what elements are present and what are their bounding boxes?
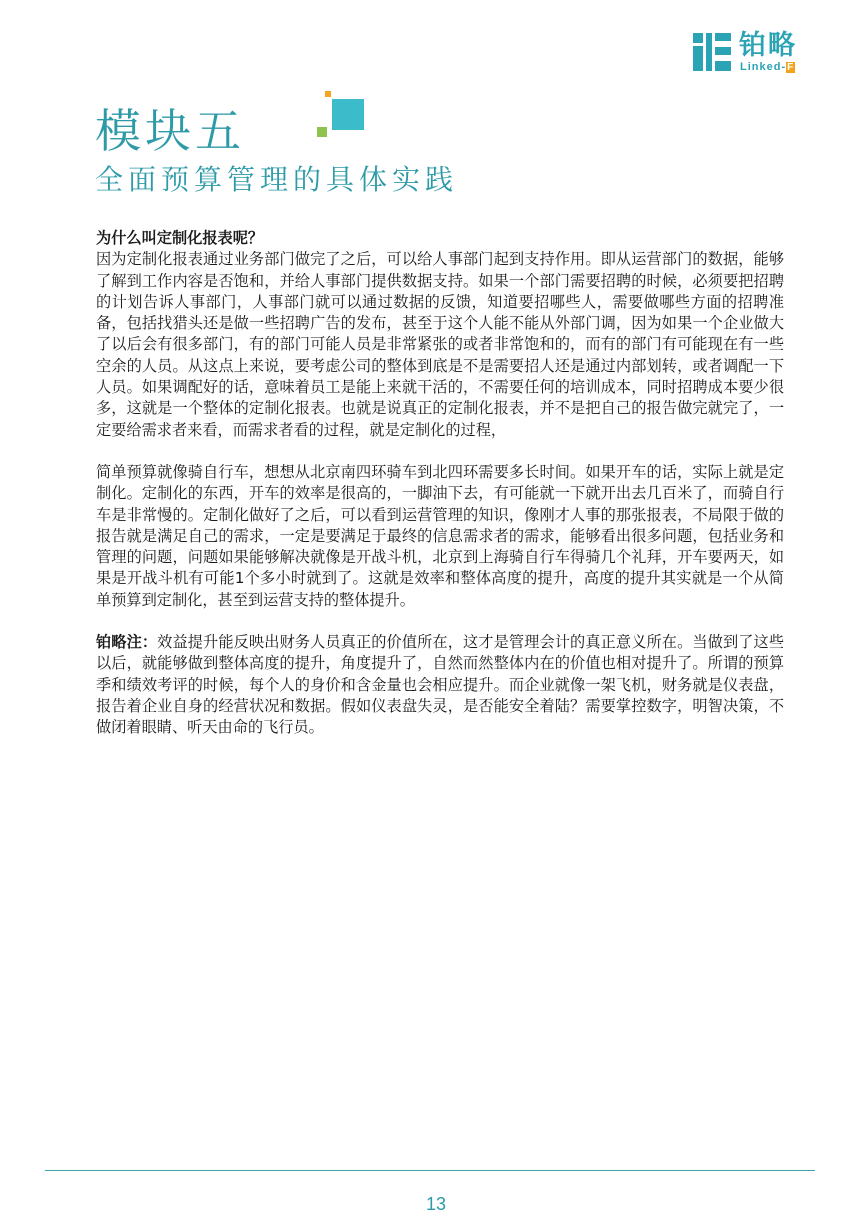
decor-square-orange xyxy=(325,91,331,97)
linked-f-logo-icon xyxy=(693,33,731,71)
decor-square-teal xyxy=(332,99,364,130)
editor-note xyxy=(96,632,784,738)
page-number: 13 xyxy=(425,1194,447,1214)
decor-square-green xyxy=(317,127,327,137)
paragraph-2: 简单预算就像骑自行车，想想从北京南四环骑车到北四环需要多长时间。如果开车的话，实际上就是定制化。定制化的东西，开车的效率是很高的，一脚油下去，有可能就一下就开出去几百米了，而骑自行车是非常慢的。定制化做好了之后，可以看到运营管理的知识，像刚才人事的那张报表，不局限于做的报告就是满足自己的需求，一定是要满足于最终的信息需求者的需求，能够看出很多问题，包括业务和管理的问题，问题如果能够解决就像是开战斗机，北京到上海骑自行车得骑几个礼拜，开车要两天，如果是开战斗机有可能1个多小时就到了。这就是效率和整体高度的提升，高度的提升其实就是一个从简单预算到定制化，甚至到运营支持的整体提升。 xyxy=(96,462,784,609)
logo-name-cn: 铂略 xyxy=(739,30,797,61)
logo-name-en xyxy=(740,61,795,73)
logo-f-box: F xyxy=(787,62,795,73)
article-body xyxy=(96,228,784,739)
section-question: 为什么叫定制化报表呢？ xyxy=(96,229,264,247)
editor-note-label: 铂略注： xyxy=(96,633,158,652)
paragraph-gap xyxy=(96,611,784,632)
paragraph-1: 因为定制化报表通过业务部门做完了之后，可以给人事部门起到支持作用。即从运营部门的数据，能够了解到工作内容是否饱和，并给人事部门提供数据支持。如果一个部门需要招聘的时候，必须要把招聘的计划告诉人事部门，人事部门就可以通过数据的反馈，知道要招哪些人，需要做哪些方面的招聘准备，包括找猎头还是做一些招聘广告的发布，甚至于这个人能不能从外部门调，因为如果一个企业做大了以后会有很多部门，有的部门可能人员是非常紧张的或者非常饱和的，而有的部门有可能现在有一些空余的人员。从这点上来说，要考虑公司的整体到底是不是需要招人还是通过内部划转，或者调配一下人员。如果调配好的话，意味着员工是能上来就干活的，不需要任何的培训成本，同时招聘成本要少很多，这就是一个整体的定制化报表。也就是说真正的定制化报表，并不是把自己的报告做完就完了，一定要给需求者来看，而需求者看的过程，就是定制化的过程， xyxy=(96,250,784,439)
module-subtitle: 全面预算管理的具体实践 xyxy=(95,163,459,196)
brand-logo xyxy=(693,31,818,76)
editor-note-text: 效益提升能反映出财务人员真正的价值所在，这才是管理会计的真正意义所在。当做到了这些以后，就能够做到整体高度的提升，角度提升了，自然而然整体内在的价值也相对提升了。所谓的预算季和绩效考评的时候，每个人的身价和含金量也会相应提升。而企业就像一架飞机，财务就是仪表盘，报告着企业自身的经营状况和数据。假如仪表盘失灵，是否能安全着陆？需要掌控数字，明智决策，不做闭着眼睛、听天由命的飞行员。 xyxy=(96,633,785,737)
logo-name-en-text: Linked- xyxy=(740,61,787,73)
paragraph-gap xyxy=(96,441,784,462)
footer-divider xyxy=(45,1170,815,1171)
module-title: 模块五 xyxy=(95,104,245,158)
